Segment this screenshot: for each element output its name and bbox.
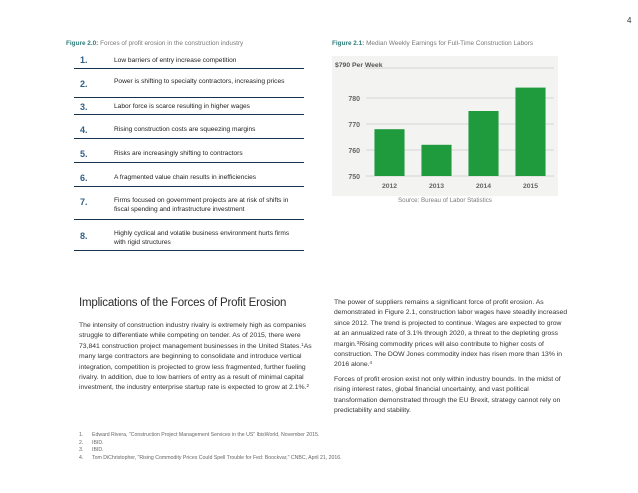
footnote-number: 1. — [79, 432, 84, 438]
y-tick-label: 770 — [348, 122, 360, 129]
list-item-text: Low barriers of entry increase competition — [114, 57, 237, 64]
chart-svg — [332, 56, 558, 196]
footnote — [79, 440, 342, 448]
section-heading: Implications of the Forces of Profit Erosion — [79, 297, 287, 309]
paragraph-text: Rising commodity prices will also contribute to higher costs of construction. The DOW Jones commodity index has risen more than 13% in 2016 alone. — [334, 340, 563, 369]
paragraph-text: The intensity of construction industry rivalry is extremely high as companies struggle to differentiate while competing on tender. As of 2015, there were 73,841 construction project management businesses in the United States. — [79, 322, 307, 350]
footnote-ref: 3 — [356, 339, 360, 345]
list-item-number: 5. — [80, 149, 88, 159]
footnote-number: 3. — [79, 447, 84, 454]
footnotes — [79, 432, 342, 462]
list-item-number: 7. — [80, 197, 88, 207]
list-item-number: 4. — [80, 125, 88, 135]
footnote — [79, 447, 342, 455]
list-item-text: Rising construction costs are squeezing margins — [114, 126, 256, 133]
list-item-text: Power is shifting to specialty contractors, increasing prices — [114, 78, 285, 85]
list-item — [74, 120, 304, 139]
footnote-text: IBID. — [92, 439, 104, 446]
list-item-number: 6. — [80, 173, 88, 183]
list-item-number: 8. — [80, 231, 88, 241]
x-tick-label: 2013 — [428, 183, 445, 190]
x-tick-label: 2015 — [522, 183, 539, 190]
paragraph-text: As many large contractors are beginning to consolidate and introduce vertical integration, competition is projected to grow less fragmented, further fueling rivalry. In addition, due to low barriers of entry as a result of minimal capital investment, the industry enterprise startup rate is expected to grow at 2.1%. — [79, 342, 312, 392]
list-item — [74, 193, 304, 220]
footnote-ref: 2 — [306, 383, 309, 389]
footnote-ref: 1 — [301, 341, 304, 347]
list-item — [74, 51, 304, 69]
x-tick-label: 2012 — [381, 183, 398, 190]
footnote — [79, 432, 342, 440]
weekly-earnings-chart — [332, 56, 558, 196]
footnote-text: Tom DiChristopher, "Rising Commodity Prices Could Spell Trouble for Fed: Boockvar," CNBC, April 21, 2016. — [92, 454, 342, 461]
footnote-ref: 4 — [369, 360, 373, 366]
footnote-text: Edward Rivera, "Construction Project Management Services in the US" IbisWorld, November 2015. — [92, 432, 320, 438]
list-item — [74, 74, 304, 98]
list-item — [74, 144, 304, 163]
chart-bar-2012 — [374, 129, 404, 176]
paragraph-text: The power of suppliers remains a significant force of profit erosion. As demonstrated in Figure 2.1, construction labor wages have steadily increased since 2012. The trend is projected to continue. Wages are expected to grow at an annualized rate of 3.1% through 2020, a threat to the depleting gross margin. — [334, 299, 568, 348]
list-item — [74, 100, 304, 115]
chart-bar-2015 — [515, 88, 545, 176]
figure-2-1-title: Median Weekly Earnings for Full-Time Construction Labors — [366, 40, 534, 47]
figure-2-1-label: Figure 2.1: — [332, 40, 365, 47]
y-tick-label: 750 — [348, 174, 360, 181]
list-item-text: Risks are increasingly shifting to contractors — [114, 150, 243, 157]
x-tick-label: 2014 — [475, 183, 492, 190]
page-number: 4 — [627, 16, 632, 25]
list-item — [74, 168, 304, 187]
paragraph-rivalry — [79, 321, 312, 394]
footnote-number: 2. — [79, 439, 84, 446]
list-item-text: Highly cyclical and volatile business environment hurts firms with rigid structures — [114, 230, 290, 246]
paragraph-suppliers — [334, 298, 568, 371]
figure-2-0-label: Figure 2.0: — [66, 40, 99, 47]
list-item-text: A fragmented value chain results in inefficiencies — [114, 174, 257, 181]
y-tick-label: 760 — [348, 148, 360, 155]
figure-2-0-caption — [66, 40, 243, 47]
y-axis-label: $790 Per Week — [335, 62, 383, 69]
footnote-number: 4. — [79, 454, 84, 461]
paragraph-external-forces: Forces of profit erosion exist not only within industry bounds. In the midst of rising interest rates, global financial uncertainty, and vast political transformation demonstrated through the EU Brexit, strategy cannot rely on predictability and stability. — [334, 376, 561, 415]
chart-source: Source: Bureau of Labor Statistics — [398, 197, 492, 204]
footnote-text: IBID. — [92, 447, 104, 454]
list-item-text: Labor force is scarce resulting in higher wages — [114, 103, 250, 110]
chart-bar-2014 — [468, 111, 498, 176]
list-item — [74, 225, 304, 251]
list-item-number: 1. — [80, 55, 88, 65]
footnote — [79, 455, 342, 463]
y-tick-label: 780 — [348, 96, 360, 103]
list-item-number: 3. — [80, 102, 88, 112]
figure-2-0-title: Forces of profit erosion in the construction industry — [100, 40, 244, 47]
list-item-number: 2. — [80, 79, 88, 89]
figure-2-1-caption — [332, 40, 533, 47]
list-item-text: Firms focused on government projects are at risk of shifts in fiscal spending and infrastructure investment — [114, 197, 289, 213]
chart-bar-2013 — [421, 145, 451, 176]
